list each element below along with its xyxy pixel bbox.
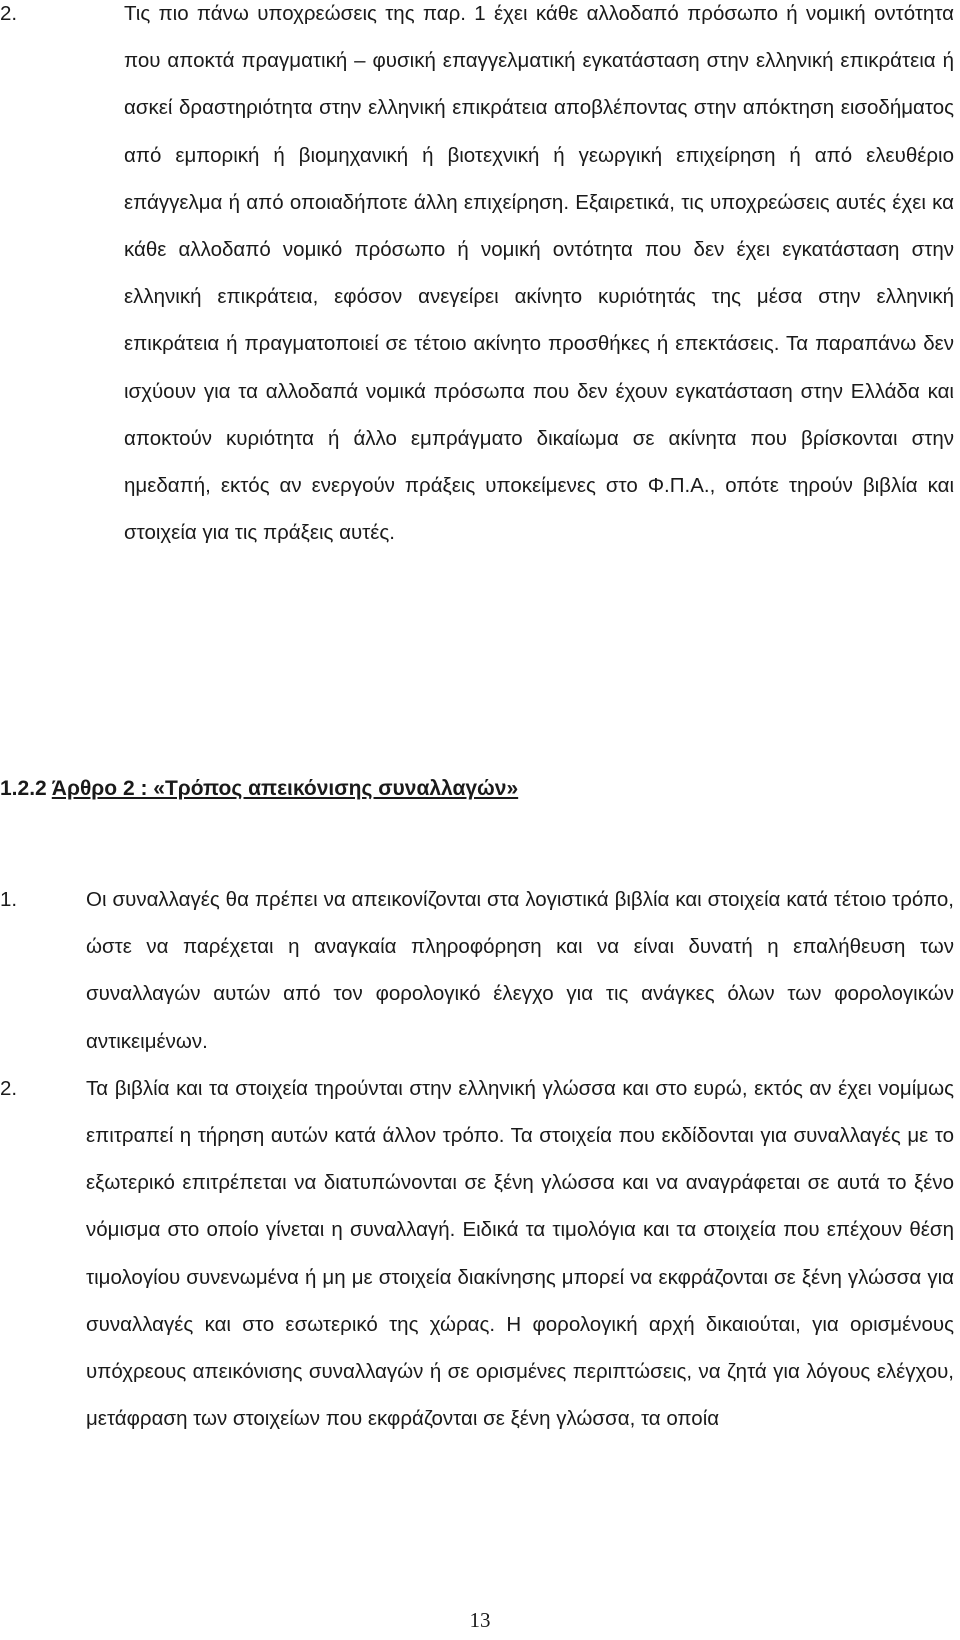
page-number: 13 xyxy=(469,1608,491,1632)
heading-number: 1.2.2 xyxy=(0,777,47,800)
item-number: 1. xyxy=(0,888,18,911)
item-number: 2. xyxy=(0,2,18,25)
item-number: 2. xyxy=(0,1076,18,1100)
section-heading xyxy=(0,774,518,804)
item-text: Τις πιο πάνω υποχρεώσεις της παρ. 1 έχει κάθε αλλοδαπό πρόσωπο ή νομική οντότητα που αποκτά πραγματική – φυσική επαγγελματική εγκατάσταση στην ελληνική επικράτεια ή ασκεί δραστηριότητα στην ελληνική επικράτεια αποβλέποντας στην απόκτηση εισοδήματος από εμπορική ή βιομηχανική ή βιοτεχνική ή γεωργική επιχείρηση ή από ελευθέριο επάγγελμα ή από οποιαδήποτε άλλη επιχείρηση. Εξαιρετικά, τις υποχρεώσεις αυτές έχει κα κάθε αλλοδαπό νομικό πρόσωπο ή νομική οντότητα που δεν έχει εγκατάσταση στην ελληνική επικράτεια, εφόσον ανεγείρει ακίνητο κυριότητάς της μέσα στην ελληνική επικράτεια ή πραγματοποιεί σε τέτοιο ακίνητο προσθήκες ή επεκτάσεις. Τα παραπάνω δεν ισχύουν για τα αλλοδαπά νομικά πρόσωπα που δεν έχουν εγκατάσταση στην Ελλάδα και αποκτούν κυριότητα ή άλλο εμπράγματο δικαίωμα σε ακίνητα που βρίσκονται στην ημεδαπή, εκτός αν ενεργούν πράξεις υποκείμενες στο Φ.Π.Α., οπότε τηρούν βιβλία και στοιχεία για τις πράξεις αυτές. xyxy=(124,2,954,545)
item-text: Οι συναλλαγές θα πρέπει να απεικονίζονται στα λογιστικά βιβλία και στοιχεία κατά τέτοιο τρόπο, ώστε να παρέχεται η αναγκαία πληροφόρηση και να είναι δυνατή η επαλήθευση των συναλλαγών αυτών από τον φορολογικό έλεγχο για τις ανάγκες όλων των φορολογικών αντικειμένων. xyxy=(86,888,954,1053)
list-item xyxy=(0,1065,954,1443)
heading-title: Άρθρο 2 : «Τρόπος απεικόνισης συναλλαγών» xyxy=(51,777,519,800)
numbered-list xyxy=(0,876,960,1442)
paragraph-item-2 xyxy=(0,0,954,556)
item-text: Τα βιβλία και τα στοιχεία τηρούνται στην ελληνική γλώσσα και στο ευρώ, εκτός αν έχει νομίμως επιτραπεί η τήρηση αυτών κατά άλλον τρόπο. Τα στοιχεία που εκδίδονται για συναλλαγές με το εξωτερικό επιτρέπεται να διατυπώνονται σε ξένη γλώσσα και να αναγράφεται σε αυτά το ξένο νόμισμα στο οποίο γίνεται η συναλλαγή. Ειδικά τα τιμολόγια και τα στοιχεία που επέχουν θέση τιμολογίου συνενωμένα ή μη με στοιχεία διακίνησης μπορεί να εκφράζονται σε ξένη γλώσσα για συναλλαγές και στο εσωτερικό της χώρας. Η φορολογική αρχή δικαιούται, για ορισμένους υπόχρεους απεικόνισης συναλλαγών ή σε ορισμένες περιπτώσεις, να ζητά για λόγους ελέγχου, μετάφραση των στοιχείων που εκφράζονται σε ξένη γλώσσα, τα οποία xyxy=(86,1076,954,1431)
list-item xyxy=(0,876,954,1065)
